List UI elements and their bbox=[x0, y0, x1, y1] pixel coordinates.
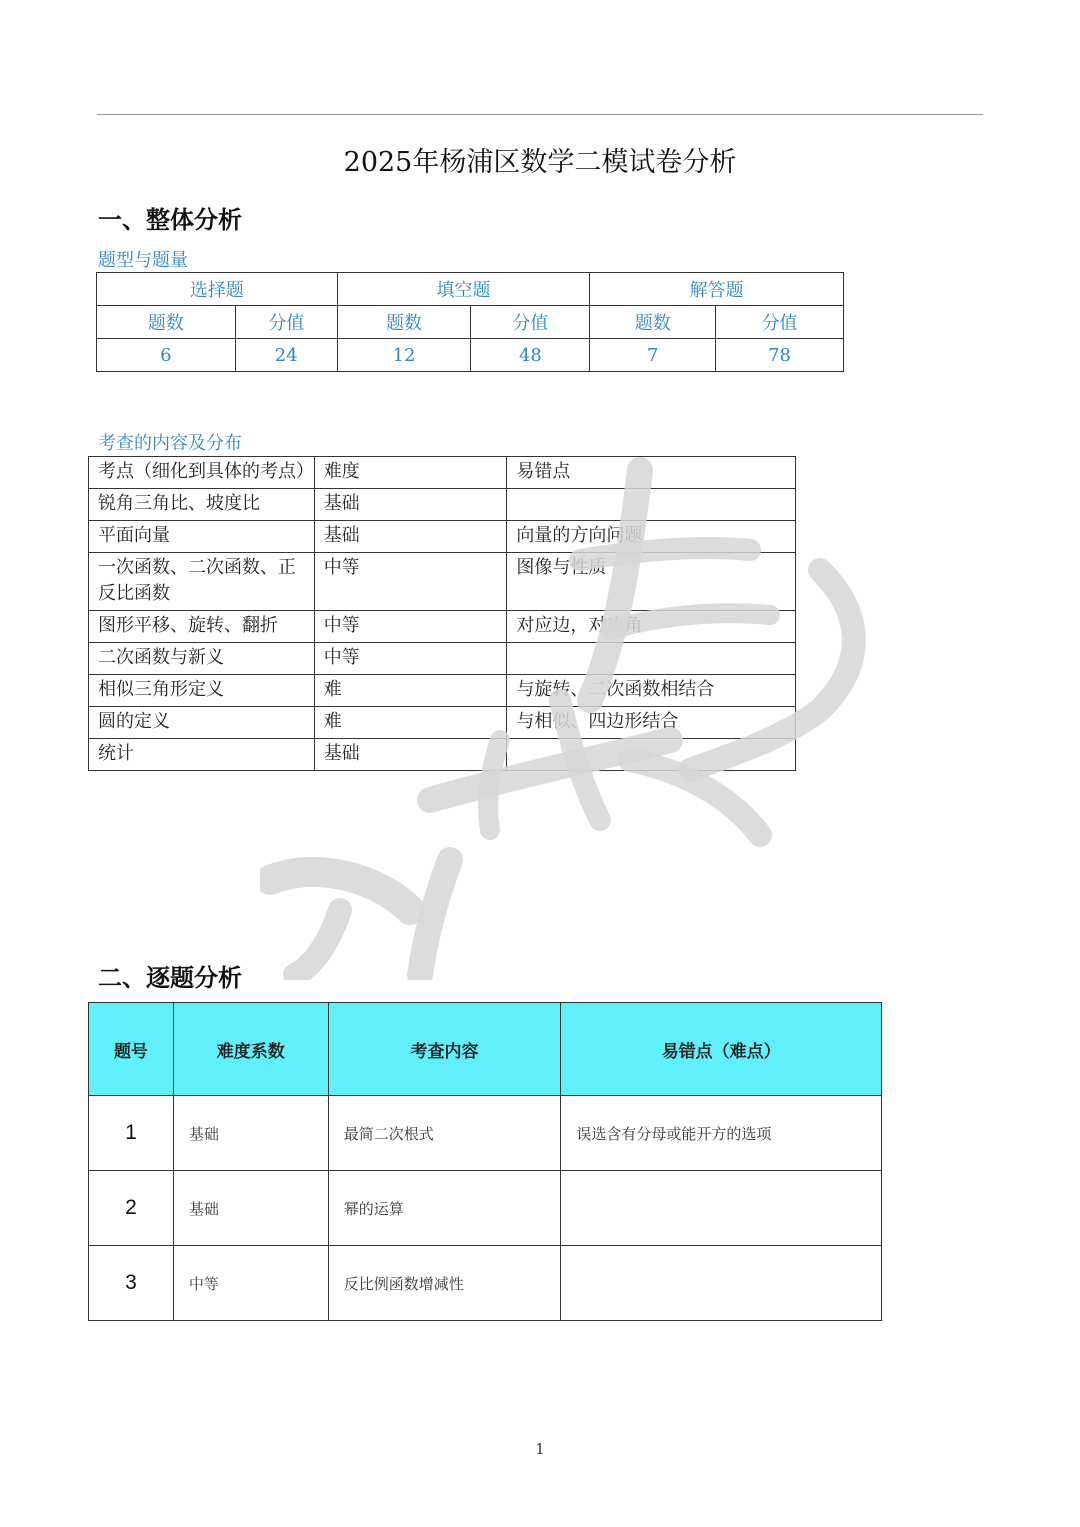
table-cell: 中等 bbox=[314, 611, 507, 643]
table-cell: 误选含有分母或能开方的选项 bbox=[561, 1096, 882, 1171]
table-cell: 24 bbox=[235, 339, 337, 372]
table-cell: 7 bbox=[590, 339, 716, 372]
table-row bbox=[89, 1096, 882, 1171]
page-number: 1 bbox=[535, 1440, 545, 1458]
table-cell bbox=[507, 489, 796, 521]
top-rule bbox=[97, 114, 983, 115]
table-cell: 基础 bbox=[173, 1096, 328, 1171]
question-types-table bbox=[96, 272, 844, 372]
document-title: 2025年杨浦区数学二模试卷分析 bbox=[343, 147, 737, 178]
table-row bbox=[89, 675, 796, 707]
table-cell: 相似三角形定义 bbox=[89, 675, 315, 707]
column-header: 题数 bbox=[337, 306, 471, 339]
table-cell: 中等 bbox=[173, 1246, 328, 1321]
table-row bbox=[89, 739, 796, 771]
table-cell: 图形平移、旋转、翻折 bbox=[89, 611, 315, 643]
table-header-row bbox=[89, 1003, 882, 1096]
table-cell: 基础 bbox=[314, 739, 507, 771]
table-row bbox=[89, 611, 796, 643]
table-cell: 基础 bbox=[314, 521, 507, 553]
column-header: 分值 bbox=[235, 306, 337, 339]
table-cell: 一次函数、二次函数、正反比函数 bbox=[89, 553, 315, 611]
table-row bbox=[89, 643, 796, 675]
column-header: 易错点 bbox=[507, 457, 796, 489]
table-row bbox=[89, 553, 796, 611]
table-cell: 图像与性质 bbox=[507, 553, 796, 611]
table-cell: 统计 bbox=[89, 739, 315, 771]
table-cell: 中等 bbox=[314, 553, 507, 611]
column-header: 考点（细化到具体的考点） bbox=[89, 457, 315, 489]
table-cell bbox=[561, 1171, 882, 1246]
table-cell bbox=[507, 739, 796, 771]
group-header-choice: 选择题 bbox=[97, 273, 338, 306]
section-heading-overall: 一、整体分析 bbox=[98, 205, 242, 234]
table-header-row bbox=[89, 457, 796, 489]
content-distribution-table bbox=[88, 456, 796, 771]
table-cell: 48 bbox=[471, 339, 590, 372]
table-row bbox=[89, 521, 796, 553]
table-row bbox=[89, 1171, 882, 1246]
column-header: 题号 bbox=[89, 1003, 174, 1096]
column-header: 难度 bbox=[314, 457, 507, 489]
table-cell: 12 bbox=[337, 339, 471, 372]
content-distribution-caption: 考查的内容及分布 bbox=[98, 433, 242, 454]
column-header: 难度系数 bbox=[173, 1003, 328, 1096]
table-cell: 78 bbox=[716, 339, 844, 372]
table-cell: 难 bbox=[314, 675, 507, 707]
question-types-caption: 题型与题量 bbox=[98, 250, 188, 271]
table-cell: 中等 bbox=[314, 643, 507, 675]
group-header-answer: 解答题 bbox=[590, 273, 844, 306]
table-cell: 平面向量 bbox=[89, 521, 315, 553]
column-header: 分值 bbox=[471, 306, 590, 339]
table-row bbox=[89, 489, 796, 521]
table-row bbox=[89, 1246, 882, 1321]
table-cell: 基础 bbox=[314, 489, 507, 521]
group-header-fill: 填空题 bbox=[337, 273, 590, 306]
question-number: 3 bbox=[89, 1246, 174, 1321]
table-cell: 反比例函数增减性 bbox=[328, 1246, 561, 1321]
question-number: 2 bbox=[89, 1171, 174, 1246]
table-cell: 难 bbox=[314, 707, 507, 739]
column-header: 分值 bbox=[716, 306, 844, 339]
table-cell: 基础 bbox=[173, 1171, 328, 1246]
table-cell: 锐角三角比、坡度比 bbox=[89, 489, 315, 521]
table-cell: 对应边，对应角 bbox=[507, 611, 796, 643]
table-cell bbox=[507, 643, 796, 675]
table-cell: 最简二次根式 bbox=[328, 1096, 561, 1171]
table-cell: 与相似、四边形结合 bbox=[507, 707, 796, 739]
table-cell: 二次函数与新义 bbox=[89, 643, 315, 675]
table-cell: 与旋转、二次函数相结合 bbox=[507, 675, 796, 707]
table-cell: 向量的方向问题 bbox=[507, 521, 796, 553]
table-cell bbox=[561, 1246, 882, 1321]
per-question-table bbox=[88, 1002, 882, 1321]
question-number: 1 bbox=[89, 1096, 174, 1171]
table-cell: 幂的运算 bbox=[328, 1171, 561, 1246]
column-header: 考查内容 bbox=[328, 1003, 561, 1096]
table-cell: 6 bbox=[97, 339, 236, 372]
column-header: 题数 bbox=[590, 306, 716, 339]
column-header: 易错点（难点） bbox=[561, 1003, 882, 1096]
table-row bbox=[89, 707, 796, 739]
section-heading-per-question: 二、逐题分析 bbox=[98, 963, 242, 992]
table-cell: 圆的定义 bbox=[89, 707, 315, 739]
column-header: 题数 bbox=[97, 306, 236, 339]
